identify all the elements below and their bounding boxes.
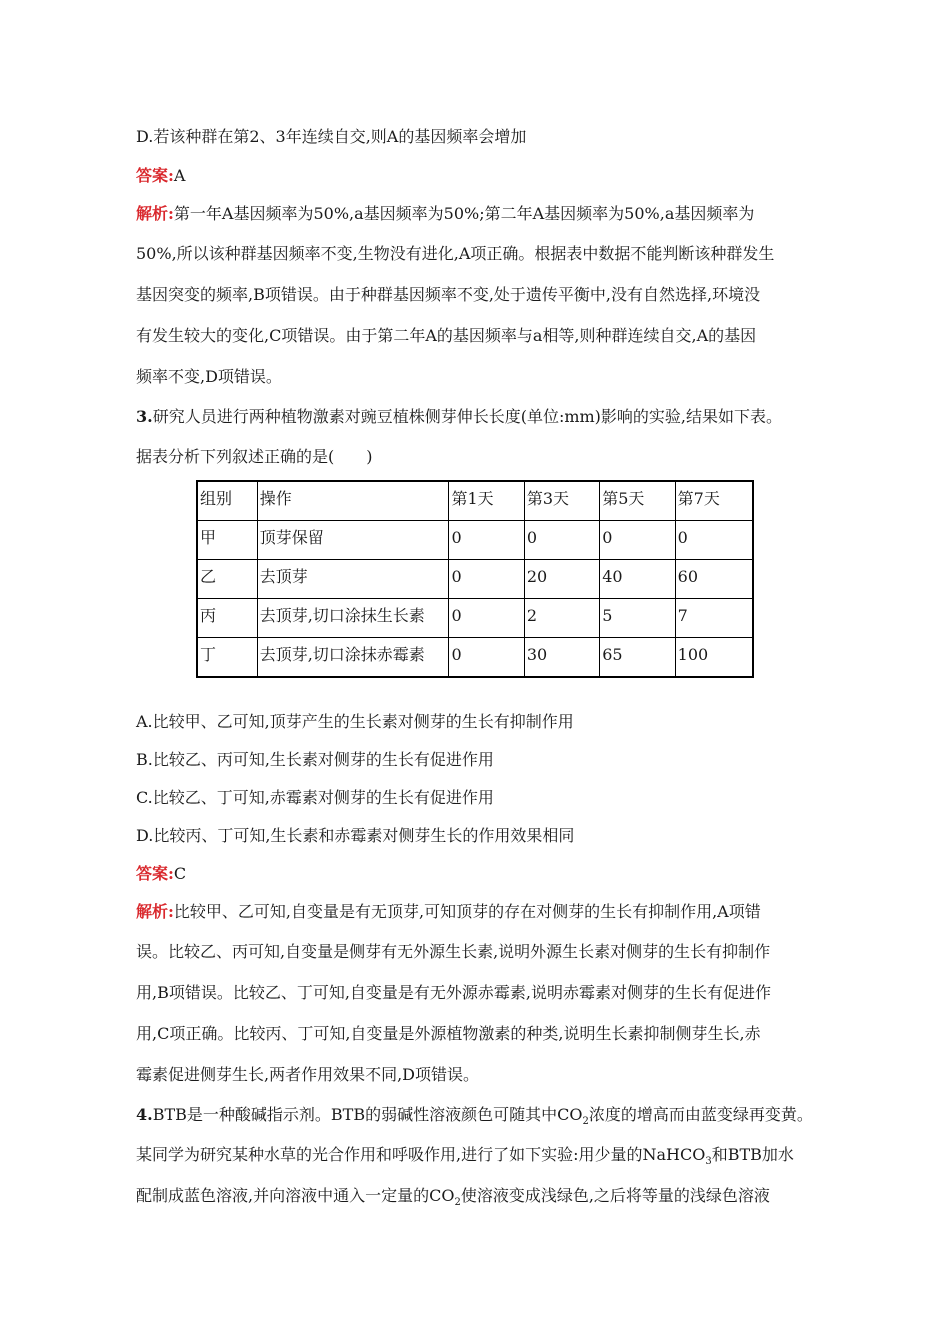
table-cell: 60 [675,560,753,599]
answer-label: 答案: [136,166,174,185]
q2-answer [136,165,826,187]
table-row [197,599,753,638]
q3-option-d: D.比较丙、丁可知,生长素和赤霉素对侧芽生长的作用效果相同 [136,826,575,845]
q4-text: BTB是一种酸碱指示剂。BTB的弱碱性溶液颜色可随其中CO [152,1105,583,1124]
q3-option-a: A.比较甲、乙可知,顶芽产生的生长素对侧芽的生长有抑制作用 [136,712,574,731]
q3-stem [136,406,826,428]
data-table [196,480,754,678]
table-cell: 0 [600,521,675,560]
table-cell: 30 [524,638,599,678]
table-cell: 去顶芽 [257,560,449,599]
table-cell: 20 [524,560,599,599]
subscript: 2 [582,1116,589,1128]
table-row [197,560,753,599]
table-header-row [197,481,753,521]
q4-text: 某同学为研究某种水草的光合作用和呼吸作用,进行了如下实验:用少量的NaHCO [136,1145,706,1164]
q3-analysis-line [136,901,826,923]
answer-value: C [173,864,187,883]
q4-text: 和BTB加水 [711,1145,794,1164]
table-cell: 40 [600,560,675,599]
q3-option-c: C.比较乙、丁可知,赤霉素对侧芽的生长有促进作用 [136,788,494,807]
q2-option-d: D.若该种群在第2、3年连续自交,则A的基因频率会增加 [136,127,527,146]
q2-analysis-line: 50%,所以该种群基因频率不变,生物没有进化,A项正确。根据表中数据不能判断该种群发生 [136,244,775,263]
question-number: 3. [136,407,153,426]
table-cell: 100 [675,638,753,678]
q3-option-b: B.比较乙、丙可知,生长素对侧芽的生长有促进作用 [136,750,494,769]
table-cell: 7 [675,599,753,638]
q3-answer [136,863,826,885]
analysis-label: 解析: [136,902,174,921]
table-row [197,638,753,678]
table-cell: 甲 [197,521,257,560]
answer-label: 答案: [136,864,174,883]
q3-stem-line2: 据表分析下列叙述正确的是( ) [136,447,373,466]
q4-text: 浓度的增高而由蓝变绿再变黄。 [588,1105,813,1124]
q2-analysis-line [136,203,826,225]
subscript: 3 [705,1156,712,1168]
q2-analysis-line: 基因突变的频率,B项错误。由于种群基因频率不变,处于遗传平衡中,没有自然选择,环境没 [136,285,761,304]
q4-stem-line2 [136,1144,826,1173]
table-header-cell: 操作 [257,481,449,521]
table-header-cell: 第1天 [449,481,524,521]
analysis-text: 比较甲、乙可知,自变量是有无顶芽,可知顶芽的存在对侧芽的生长有抑制作用,A项错 [173,902,761,921]
table-header-cell: 第5天 [600,481,675,521]
table-cell: 去顶芽,切口涂抹生长素 [257,599,449,638]
table-cell: 5 [600,599,675,638]
table-cell: 2 [524,599,599,638]
q3-analysis-line: 用,B项错误。比较乙、丁可知,自变量是有无外源赤霉素,说明赤霉素对侧芽的生长有促进作 [136,983,772,1002]
table-cell: 丙 [197,599,257,638]
table-cell: 65 [600,638,675,678]
q3-analysis-line: 霉素促进侧芽生长,两者作用效果不同,D项错误。 [136,1065,480,1084]
subscript: 2 [454,1197,461,1209]
table-header-cell: 第7天 [675,481,753,521]
q4-text: 配制成蓝色溶液,并向溶液中通入一定量的CO [136,1186,455,1205]
q4-text: 使溶液变成浅绿色,之后将等量的浅绿色溶液 [460,1186,770,1205]
table-cell: 0 [449,599,524,638]
answer-value: A [173,166,186,185]
q2-analysis-line: 有发生较大的变化,C项错误。由于第二年A的基因频率与a相等,则种群连续自交,A的基因 [136,326,757,345]
q3-analysis-line: 误。比较乙、丙可知,自变量是侧芽有无外源生长素,说明外源生长素对侧芽的生长有抑制作 [136,942,771,961]
q2-analysis-line: 频率不变,D项错误。 [136,367,282,386]
question-number: 4. [136,1105,153,1124]
table-cell: 0 [449,521,524,560]
table-header-cell: 第3天 [524,481,599,521]
table-cell: 乙 [197,560,257,599]
table-header-cell: 组别 [197,481,257,521]
analysis-text: 第一年A基因频率为50%,a基因频率为50%;第二年A基因频率为50%,a基因频率为 [173,204,755,223]
q3-stem-text: 研究人员进行两种植物激素对豌豆植株侧芽伸长长度(单位:mm)影响的实验,结果如下表。 [152,407,783,426]
q4-stem-line1 [136,1104,826,1133]
table-cell: 0 [449,638,524,678]
table-cell: 0 [675,521,753,560]
q4-stem-line3 [136,1185,826,1214]
table-cell: 丁 [197,638,257,678]
q3-analysis-line: 用,C项正确。比较丙、丁可知,自变量是外源植物激素的种类,说明生长素抑制侧芽生长,赤 [136,1024,761,1043]
table-cell: 去顶芽,切口涂抹赤霉素 [257,638,449,678]
table-cell: 0 [449,560,524,599]
table-cell: 顶芽保留 [257,521,449,560]
table-row [197,521,753,560]
table-cell: 0 [524,521,599,560]
analysis-label: 解析: [136,204,174,223]
